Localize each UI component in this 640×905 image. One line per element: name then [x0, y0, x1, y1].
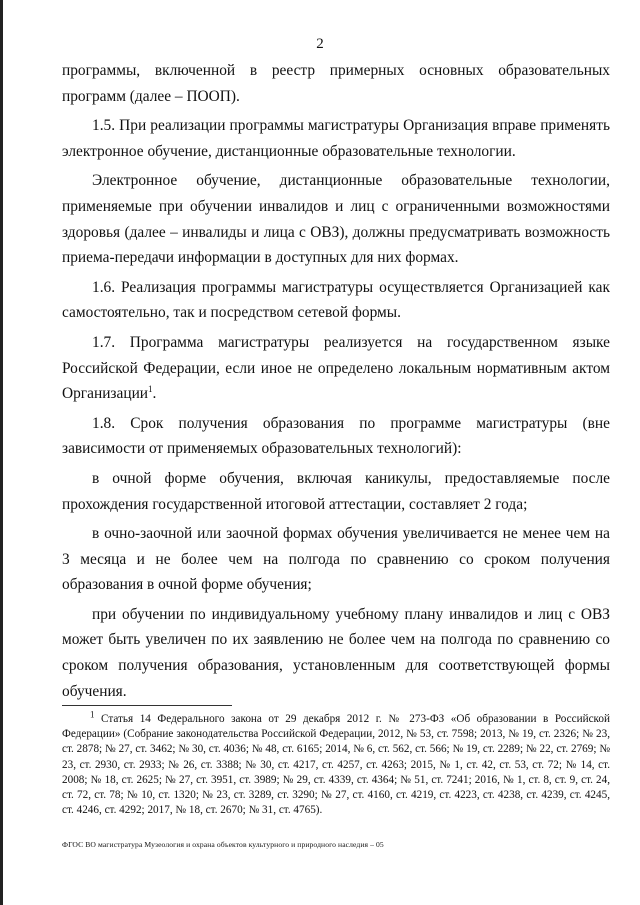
footnote-text: Статья 14 Федерального закона от 29 декабря 2012 г. № 273-ФЗ «Об образовании в Российской Федерации» (Собрание законодательства Российской Федерации, 2012, № 53, ст. 7598; 2013, № 19, ст. 2326; № 23, ст. 2878; № 27, ст. 3462; № 30, ст. 4036; № 48, ст. 6165; 2014, № 6, ст. 562, ст. 566; № 19, ст. 2289; № 22, ст. 2769; № 23, ст. 2930, ст. 2933; № 26, ст. 3388; № 30, ст. 4217, ст. 4257, ст. 4263; 2015, № 1, ст. 42, ст. 53, ст. 72; № 14, ст. 2008; № 18, ст. 2625; № 27, ст. 3951, ст. 3989; № 29, ст. 4339, ст. 4364; № 51, ст. 7241; 2016, № 1, ст. 8, ст. 9, ст. 24, ст. 72, ст. 78; № 10, ст. 1320; № 23, ст. 3289, ст. 3290; № 27, ст. 4160, ст. 4219, ст. 4223, ст. 4238, ст. 4239, ст. 4245, ст. 4246, ст. 4292; 2017, № 18, ст. 2670; № 31, ст. 4765). [62, 713, 610, 817]
paragraph-5: 1.8. Срок получения образования по программе магистратуры (вне зависимости от применяемых образовательных технологий): [62, 414, 610, 458]
paragraph-4-text: 1.7. Программа магистратуры реализуется на государственном языке Российской Федерации, если иное не определено локальным нормативным актом Организации [62, 333, 610, 403]
page-number: 2 [316, 36, 324, 52]
scan-edge [0, 0, 3, 905]
paragraph-3: 1.6. Реализация программы магистратуры осуществляется Организацией как самостоятельно, так и посредством сетевой формы. [62, 278, 610, 322]
paragraph-0: программы, включенной в реестр примерных основных образовательных программ (далее – ПООП). [62, 62, 610, 105]
paragraph-4: 1.7. Программа магистратуры реализуется на государственном языке Российской Федерации, если иное не определено локальным нормативным актом Организации$^1$. [62, 333, 610, 403]
footnote [62, 709, 610, 818]
paragraph-1: 1.5. При реализации программы магистратуры Организация вправе применять электронное обучение, дистанционные образовательные технологии. [62, 117, 610, 160]
page-footer: ФГОС ВО магистратура Музеология и охрана объектов культурного и природного наследия – 05 [62, 840, 384, 849]
paragraph-6: в очной форме обучения, включая каникулы, предоставляемые после прохождения государственной итоговой аттестации, составляет 2 года; [62, 469, 610, 513]
paragraph-8: при обучении по индивидуальному учебному плану инвалидов и лиц с ОВЗ может быть увеличен по их заявлению не более чем на полгода по сравнению со сроком получения образования, установленным для соответствующей формы обучения. [62, 605, 610, 700]
paragraph-7: в очно-заочной или заочной формах обучения увеличивается не менее чем на 3 месяца и не более чем на полгода по сравнению со сроком получения образования в очной форме обучения; [62, 525, 610, 594]
footnote-reference[interactable]: 1 [148, 384, 153, 394]
footnote-divider [62, 705, 232, 706]
document-body [62, 58, 610, 704]
paragraph-2: Электронное обучение, дистанционные образовательные технологии, применяемые при обучении инвалидов и лиц с ограниченными возможностями здоровья (далее – инвалиды и лица с ОВЗ), должны предусматривать возможность приема-передачи информации в доступных для них формах. [62, 172, 610, 267]
footnote-marker: 1 [90, 709, 95, 720]
